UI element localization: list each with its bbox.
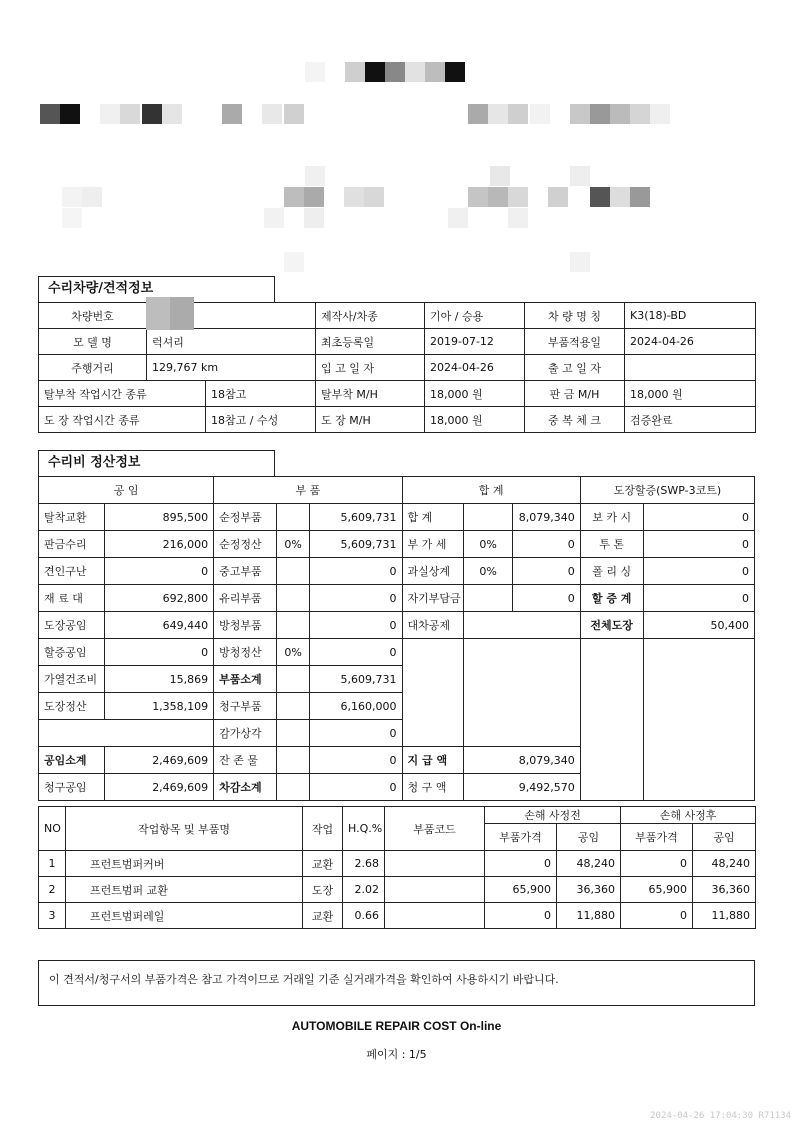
item-name: 프런트범퍼 교환: [66, 877, 303, 903]
paint-empty: [580, 639, 643, 801]
field-value: 2019-07-12: [425, 329, 525, 355]
field-value: 18참고 / 수성: [206, 407, 316, 433]
notice-box: 이 견적서/청구서의 부품가격은 참고 가격이므로 거래일 기준 실거래가격을 확인하여 사용하시기 바랍니다.: [38, 960, 755, 1006]
labor-empty: [39, 720, 214, 747]
item-name: 프런트범퍼커버: [66, 851, 303, 877]
item-row: [39, 903, 756, 929]
item-price-before: 0: [485, 851, 557, 877]
header-work: 작업: [303, 807, 343, 851]
total-label: 지 급 액: [402, 747, 464, 774]
parts-label: 차감소계: [214, 774, 277, 801]
field-label: 차 량 명 칭: [525, 303, 625, 329]
field-value: 2024-04-26: [625, 329, 756, 355]
header-hq: H.Q.%: [343, 807, 385, 851]
header-no: NO: [39, 807, 66, 851]
total-value: 0: [512, 585, 580, 612]
item-labor-before: 11,880: [557, 903, 621, 929]
parts-value: 0: [310, 774, 402, 801]
settlement-table: [38, 476, 755, 801]
field-label: 모 델 명: [39, 329, 147, 355]
labor-label: 견인구난: [39, 558, 105, 585]
parts-label: 방청정산: [214, 639, 277, 666]
settlement-row: [39, 558, 755, 585]
settlement-header-row: [39, 477, 755, 504]
items-header-row: [39, 807, 756, 824]
header-price: 부품가격: [621, 824, 693, 851]
total-value: [464, 612, 580, 639]
page-number: 페이지 : 1/5: [366, 1048, 427, 1061]
parts-value: 0: [310, 747, 402, 774]
paint-label: 전체도장: [580, 612, 643, 639]
parts-value: 0: [310, 639, 402, 666]
labor-value: 15,869: [104, 666, 213, 693]
item-part-code: [385, 877, 485, 903]
parts-rate: [276, 774, 309, 801]
total-label: 자기부담금: [402, 585, 464, 612]
field-label: 최초등록일: [316, 329, 425, 355]
field-value: 검증완료: [625, 407, 756, 433]
labor-label: 판금수리: [39, 531, 105, 558]
parts-value: 5,609,731: [310, 504, 402, 531]
field-value: 18,000 원: [425, 381, 525, 407]
labor-value: 0: [104, 639, 213, 666]
parts-value: 0: [310, 612, 402, 639]
field-value: [625, 355, 756, 381]
parts-label: 순정정산: [214, 531, 277, 558]
header-labor: 공임: [693, 824, 756, 851]
labor-value: 2,469,609: [104, 774, 213, 801]
parts-value: 0: [310, 558, 402, 585]
parts-value: 5,609,731: [310, 666, 402, 693]
item-part-code: [385, 851, 485, 877]
parts-value: 0: [310, 585, 402, 612]
settlement-row: [39, 612, 755, 639]
parts-label: 중고부품: [214, 558, 277, 585]
labor-value: 0: [104, 558, 213, 585]
field-label: 탈부착 M/H: [316, 381, 425, 407]
parts-label: 방청부품: [214, 612, 277, 639]
total-label: 과실상계: [402, 558, 464, 585]
paint-label: 투 톤: [580, 531, 643, 558]
settlement-section-title: 수리비 정산정보: [38, 450, 275, 476]
field-value: 18,000 원: [425, 407, 525, 433]
header-parts: 부 품: [214, 477, 402, 504]
item-price-before: 65,900: [485, 877, 557, 903]
item-hq: 2.68: [343, 851, 385, 877]
item-no: 3: [39, 903, 66, 929]
total-rate: 0%: [464, 531, 513, 558]
total-rate: [464, 585, 513, 612]
labor-value: 216,000: [104, 531, 213, 558]
field-label: 부품적용일: [525, 329, 625, 355]
header-before: 손해 사정전: [485, 807, 621, 824]
parts-label: 유리부품: [214, 585, 277, 612]
item-hq: 0.66: [343, 903, 385, 929]
paint-empty: [643, 639, 754, 801]
item-hq: 2.02: [343, 877, 385, 903]
header-paint: 도장할증(SWP-3코트): [580, 477, 754, 504]
total-value: 8,079,340: [512, 504, 580, 531]
field-label: 제작사/차종: [316, 303, 425, 329]
print-stamp: 2024-04-26 17:04:30 R71134: [650, 1111, 791, 1121]
item-part-code: [385, 903, 485, 929]
header-price: 부품가격: [485, 824, 557, 851]
total-value: 9,492,570: [464, 774, 580, 801]
field-label: 도 장 작업시간 종류: [39, 407, 206, 433]
field-label: 주행거리: [39, 355, 147, 381]
item-price-after: 0: [621, 851, 693, 877]
labor-value: 1,358,109: [104, 693, 213, 720]
parts-label: 감가상각: [214, 720, 277, 747]
parts-label: 잔 존 물: [214, 747, 277, 774]
items-table: [38, 806, 756, 929]
settlement-row: [39, 504, 755, 531]
header-labor: 공임: [557, 824, 621, 851]
header-after: 손해 사정후: [621, 807, 756, 824]
total-value: 8,079,340: [464, 747, 580, 774]
item-work: 교환: [303, 851, 343, 877]
field-label: 탈부착 작업시간 종류: [39, 381, 206, 407]
parts-rate: [276, 666, 309, 693]
paint-label: 할 증 계: [580, 585, 643, 612]
field-value: 18,000 원: [625, 381, 756, 407]
total-rate: [464, 504, 513, 531]
labor-label: 청구공임: [39, 774, 105, 801]
item-name: 프런트범퍼레일: [66, 903, 303, 929]
total-value: 0: [512, 531, 580, 558]
parts-label: 순정부품: [214, 504, 277, 531]
header-part-code: 부품코드: [385, 807, 485, 851]
vehicle-row: [39, 407, 756, 433]
parts-label: 청구부품: [214, 693, 277, 720]
labor-label: 도장공임: [39, 612, 105, 639]
header-total: 합 계: [402, 477, 580, 504]
parts-value: 6,160,000: [310, 693, 402, 720]
paint-value: 50,400: [643, 612, 754, 639]
labor-label: 재 료 대: [39, 585, 105, 612]
vehicle-section-title: 수리차량/견적정보: [38, 276, 275, 302]
total-value: 0: [512, 558, 580, 585]
paint-label: 보 카 시: [580, 504, 643, 531]
item-no: 1: [39, 851, 66, 877]
labor-value: 692,800: [104, 585, 213, 612]
parts-rate: [276, 612, 309, 639]
settlement-row: [39, 585, 755, 612]
item-work: 도장: [303, 877, 343, 903]
field-label: 출 고 일 자: [525, 355, 625, 381]
item-price-after: 65,900: [621, 877, 693, 903]
field-value: 18참고: [206, 381, 316, 407]
settlement-row: [39, 639, 755, 666]
parts-rate: [276, 585, 309, 612]
header-item-name: 작업항목 및 부품명: [66, 807, 303, 851]
field-label: 도 장 M/H: [316, 407, 425, 433]
item-labor-after: 11,880: [693, 903, 756, 929]
item-labor-before: 48,240: [557, 851, 621, 877]
paint-value: 0: [643, 504, 754, 531]
labor-label: 가열건조비: [39, 666, 105, 693]
total-label: 합 계: [402, 504, 464, 531]
field-label: 입 고 일 자: [316, 355, 425, 381]
labor-value: 649,440: [104, 612, 213, 639]
field-value: 기아 / 승용: [425, 303, 525, 329]
item-row: [39, 877, 756, 903]
total-rate: 0%: [464, 558, 513, 585]
item-row: [39, 851, 756, 877]
parts-rate: [276, 504, 309, 531]
parts-rate: 0%: [276, 531, 309, 558]
total-empty: [464, 639, 580, 747]
item-work: 교환: [303, 903, 343, 929]
settlement-row: [39, 531, 755, 558]
parts-label: 부품소계: [214, 666, 277, 693]
total-label: 부 가 세: [402, 531, 464, 558]
labor-label: 탈착교환: [39, 504, 105, 531]
paint-value: 0: [643, 531, 754, 558]
item-labor-before: 36,360: [557, 877, 621, 903]
parts-value: 5,609,731: [310, 531, 402, 558]
item-no: 2: [39, 877, 66, 903]
field-label: 중 복 체 크: [525, 407, 625, 433]
parts-rate: [276, 558, 309, 585]
parts-rate: [276, 747, 309, 774]
header-labor: 공 임: [39, 477, 214, 504]
parts-value: 0: [310, 720, 402, 747]
labor-label: 할증공임: [39, 639, 105, 666]
total-empty: [402, 639, 464, 747]
field-label: 판 금 M/H: [525, 381, 625, 407]
paint-value: 0: [643, 585, 754, 612]
total-label: 대차공제: [402, 612, 464, 639]
labor-label: 도장정산: [39, 693, 105, 720]
item-labor-after: 48,240: [693, 851, 756, 877]
field-value: K3(18)-BD: [625, 303, 756, 329]
vehicle-row: [39, 329, 756, 355]
vehicle-row: [39, 381, 756, 407]
item-price-after: 0: [621, 903, 693, 929]
labor-label: 공임소계: [39, 747, 105, 774]
field-value: 2024-04-26: [425, 355, 525, 381]
total-label: 청 구 액: [402, 774, 464, 801]
parts-rate: [276, 720, 309, 747]
vehicle-row: [39, 355, 756, 381]
labor-value: 895,500: [104, 504, 213, 531]
paint-value: 0: [643, 558, 754, 585]
parts-rate: [276, 693, 309, 720]
field-value: 럭셔리: [147, 329, 316, 355]
footer-title: AUTOMOBILE REPAIR COST On-line: [291, 1019, 502, 1033]
field-label: 차량번호: [39, 303, 147, 329]
parts-rate: 0%: [276, 639, 309, 666]
paint-label: 폴 리 싱: [580, 558, 643, 585]
labor-value: 2,469,609: [104, 747, 213, 774]
field-value: 129,767 km: [147, 355, 316, 381]
item-price-before: 0: [485, 903, 557, 929]
item-labor-after: 36,360: [693, 877, 756, 903]
